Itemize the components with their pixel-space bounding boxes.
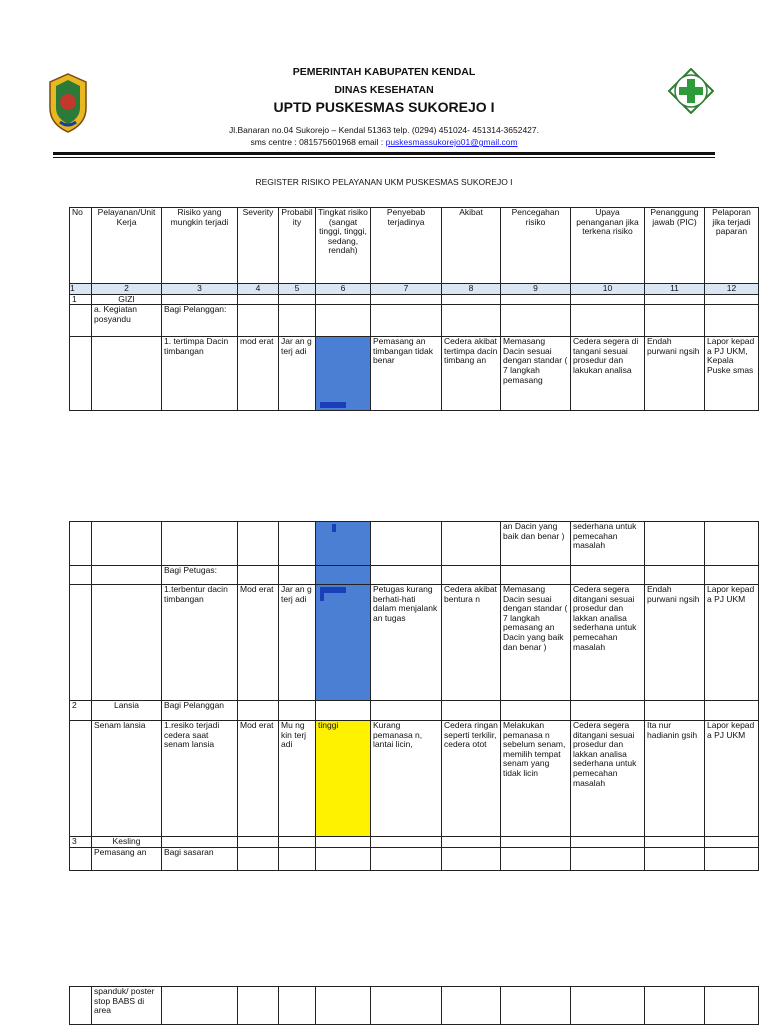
col-header: Pelayanan/Unit Kerja bbox=[92, 208, 162, 284]
cell-handling: Cedera segera ditangani sesuai prosedur dan lakkan analisa sederhana untuk pemecahan masalah bbox=[571, 721, 645, 837]
cell-risk: Bagi Pelanggan bbox=[162, 701, 238, 721]
cell-pic: Endah purwani ngsih bbox=[645, 337, 705, 411]
blue-mark bbox=[320, 593, 324, 601]
cell-probability: Jar an g terj adi bbox=[279, 337, 316, 411]
col-number: 7 bbox=[371, 284, 442, 295]
cell-handling: Cedera segera ditangani sesuai prosedur dan lakkan analisa sederhana untuk pemecahan masalah bbox=[571, 585, 645, 701]
col-number: 2 bbox=[92, 284, 162, 295]
table-row bbox=[70, 848, 759, 871]
cell-effect: Cedera akibat tertimpa dacin timbang an bbox=[442, 337, 501, 411]
col-header: Penyebab terjadinya bbox=[371, 208, 442, 284]
cell-cause: Kurang pemanasa n, lantai licin, bbox=[371, 721, 442, 837]
cell-pic: Ita nur hadianin gsih bbox=[645, 721, 705, 837]
blue-mark bbox=[332, 524, 336, 532]
cell-risk-level bbox=[316, 566, 371, 585]
cell-cause: Petugas kurang berhati-hati dalam menjalank an tugas bbox=[371, 585, 442, 701]
col-header: No bbox=[70, 208, 92, 284]
cell-risk: Bagi Pelanggan: bbox=[162, 305, 238, 337]
col-number: 11 bbox=[645, 284, 705, 295]
document-title: REGISTER RISIKO PELAYANAN UKM PUSKESMAS SUKOREJO I bbox=[255, 177, 513, 187]
header-row bbox=[70, 208, 759, 284]
table-row bbox=[70, 305, 759, 337]
col-header: Probability bbox=[279, 208, 316, 284]
cell-risk-level bbox=[316, 337, 371, 411]
col-header: Risiko yang mungkin terjadi bbox=[162, 208, 238, 284]
header-rule-thick bbox=[53, 152, 715, 155]
cell-unit: a. Kegiatan posyandu bbox=[92, 305, 162, 337]
cell-cause: Pemasang an timbangan tidak benar bbox=[371, 337, 442, 411]
col-header: Akibat bbox=[442, 208, 501, 284]
number-row bbox=[70, 284, 759, 295]
table-row bbox=[70, 585, 759, 701]
col-number: 5 bbox=[279, 284, 316, 295]
col-header: Upaya penanganan jika terkena risiko bbox=[571, 208, 645, 284]
col-header: Pencegahan risiko bbox=[501, 208, 571, 284]
puskesmas-name: UPTD PUSKESMAS SUKOREJO I bbox=[273, 99, 495, 115]
cell-probability: Jar an g terj adi bbox=[279, 585, 316, 701]
cell-risk-level: tinggi bbox=[316, 721, 371, 837]
cell-unit: spanduk/ poster stop BABS di area bbox=[92, 987, 162, 1025]
cell-pic: Endah purwani ngsih bbox=[645, 585, 705, 701]
col-header: Penanggung jawab (PIC) bbox=[645, 208, 705, 284]
col-header: Tingkat risiko (sangat tinggi, tinggi, sedang, rendah) bbox=[316, 208, 371, 284]
risk-register-table-3 bbox=[69, 986, 759, 1025]
risk-register-table-1 bbox=[69, 207, 759, 411]
cell-no: 2 bbox=[70, 701, 92, 721]
agency-name: DINAS KESEHATAN bbox=[334, 84, 434, 96]
cell-severity: Mod erat bbox=[238, 585, 279, 701]
cell-handling: Cedera segera di tangani sesuai prosedur dan lakukan analisa bbox=[571, 337, 645, 411]
sms-centre: sms centre : 081575601968 email : bbox=[250, 137, 386, 147]
cell-risk-level bbox=[316, 522, 371, 566]
cell-unit: Senam lansia bbox=[92, 721, 162, 837]
col-number: 8 bbox=[442, 284, 501, 295]
contact-line bbox=[0, 137, 768, 147]
cell-no: 3 bbox=[70, 837, 92, 848]
cell-unit: Kesling bbox=[92, 837, 162, 848]
col-number: 12 bbox=[705, 284, 759, 295]
cell-severity: mod erat bbox=[238, 337, 279, 411]
cell-effect: Cedera ringan seperti terkilir, cedera otot bbox=[442, 721, 501, 837]
table-row bbox=[70, 721, 759, 837]
cell-unit: Lansia bbox=[92, 701, 162, 721]
cell-report: Lapor kepad a PJ UKM, Kepala Puske smas bbox=[705, 337, 759, 411]
cell-severity: Mod erat bbox=[238, 721, 279, 837]
col-header: Severity bbox=[238, 208, 279, 284]
cell-prevention: an Dacin yang baik dan benar ) bbox=[501, 522, 571, 566]
cell-no: 1 bbox=[70, 294, 92, 305]
risk-register-table-2 bbox=[69, 521, 759, 871]
email-link[interactable]: puskesmassukorejo01@gmail.com bbox=[385, 137, 518, 147]
blue-mark bbox=[320, 402, 346, 408]
cell-report: Lapor kepad a PJ UKM bbox=[705, 721, 759, 837]
cell-unit: Pemasang an bbox=[92, 848, 162, 871]
cell-risk: 1.terbentur dacin timbangan bbox=[162, 585, 238, 701]
table-row bbox=[70, 337, 759, 411]
col-number: 1 bbox=[70, 284, 92, 295]
table-row bbox=[70, 294, 759, 305]
cell-probability: Mu ng kin terj adi bbox=[279, 721, 316, 837]
cell-risk: Bagi sasaran bbox=[162, 848, 238, 871]
table-row bbox=[70, 987, 759, 1025]
cell-risk: 1. tertimpa Dacin timbangan bbox=[162, 337, 238, 411]
cell-prevention: Memasang Dacin sesuai dengan standar ( 7 langkah pemasang bbox=[501, 337, 571, 411]
cell-risk: 1.resiko terjadi cedera saat senam lansia bbox=[162, 721, 238, 837]
cell-risk: Bagi Petugas: bbox=[162, 566, 238, 585]
col-number: 4 bbox=[238, 284, 279, 295]
table-row bbox=[70, 701, 759, 721]
table-row bbox=[70, 522, 759, 566]
table-row bbox=[70, 837, 759, 848]
cell-risk-level bbox=[316, 585, 371, 701]
cell-prevention: Memasang Dacin sesuai dengan standar ( 7 langkah pemasang an Dacin yang baik dan benar ) bbox=[501, 585, 571, 701]
table-row bbox=[70, 566, 759, 585]
col-header: Pelaporan jika terjadi paparan bbox=[705, 208, 759, 284]
cell-report: Lapor kepad a PJ UKM bbox=[705, 585, 759, 701]
cell-handling: sederhana untuk pemecahan masalah bbox=[571, 522, 645, 566]
gov-name: PEMERINTAH KABUPATEN KENDAL bbox=[292, 66, 476, 78]
col-number: 10 bbox=[571, 284, 645, 295]
cell-effect: Cedera akibat bentura n bbox=[442, 585, 501, 701]
cell-unit: GIZI bbox=[92, 294, 162, 305]
cell-prevention: Melakukan pemanasa n sebelum senam, memilih tempat senam yang tidak licin bbox=[501, 721, 571, 837]
col-number: 9 bbox=[501, 284, 571, 295]
col-number: 6 bbox=[316, 284, 371, 295]
col-number: 3 bbox=[162, 284, 238, 295]
header-rule-thin bbox=[53, 157, 715, 158]
address-line: Jl.Banaran no.04 Sukorejo – Kendal 51363 telp. (0294) 451024- 451314-3652427. bbox=[228, 125, 540, 135]
